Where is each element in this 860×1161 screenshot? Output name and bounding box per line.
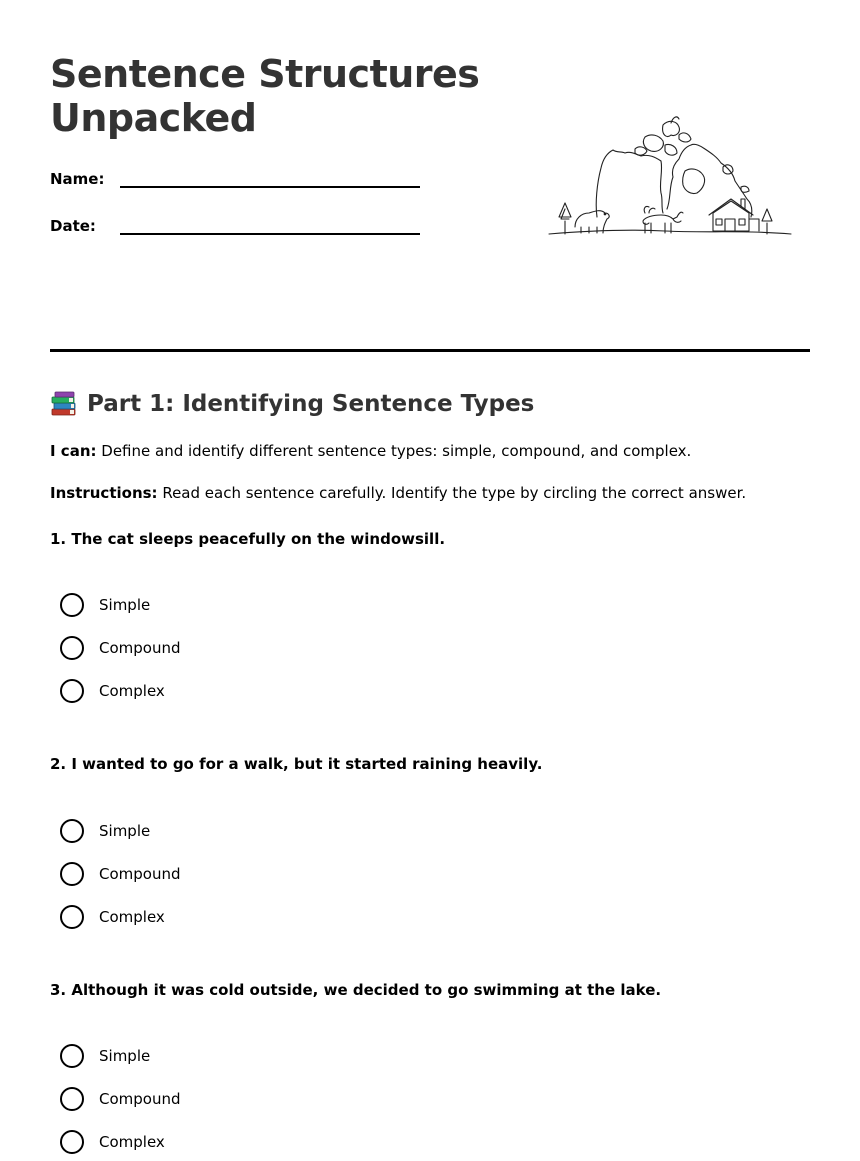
option-label: Simple — [99, 596, 151, 614]
q1-option-simple[interactable] — [60, 593, 150, 617]
option-label: Complex — [99, 1133, 165, 1151]
date-field-row — [50, 213, 420, 235]
q3-option-compound[interactable] — [60, 1087, 181, 1111]
q3-option-simple[interactable] — [60, 1044, 150, 1068]
section-divider — [50, 349, 810, 352]
question-2: 2. I wanted to go for a walk, but it started raining heavily. — [50, 755, 543, 773]
q2-option-complex[interactable] — [60, 905, 165, 929]
radio-circle-icon[interactable] — [60, 1044, 84, 1068]
canada-map-landscape-icon — [545, 113, 795, 241]
q2-option-compound[interactable] — [60, 862, 181, 886]
option-label: Simple — [99, 822, 151, 840]
radio-circle-icon[interactable] — [60, 819, 84, 843]
page-title — [50, 52, 490, 140]
ican-statement — [50, 441, 691, 461]
part1-heading — [50, 390, 534, 418]
option-label: Complex — [99, 908, 165, 926]
q2-option-simple[interactable] — [60, 819, 150, 843]
option-label: Compound — [99, 639, 181, 657]
title-line-1: Sentence Structures — [50, 52, 480, 96]
ican-text: Define and identify different sentence types: simple, compound, and complex. — [96, 442, 692, 460]
option-label: Complex — [99, 682, 165, 700]
option-label: Compound — [99, 865, 181, 883]
q1-option-compound[interactable] — [60, 636, 181, 660]
books-icon — [50, 391, 77, 418]
name-input-line[interactable] — [120, 166, 420, 188]
radio-circle-icon[interactable] — [60, 1087, 84, 1111]
option-label: Compound — [99, 1090, 181, 1108]
ican-label: I can: — [50, 442, 97, 460]
radio-circle-icon[interactable] — [60, 636, 84, 660]
date-input-line[interactable] — [120, 213, 420, 235]
title-line-2: Unpacked — [50, 96, 257, 140]
part1-heading-text: Part 1: Identifying Sentence Types — [87, 391, 535, 417]
instructions-text: Read each sentence carefully. Identify the type by circling the correct answer. — [157, 484, 747, 502]
radio-circle-icon[interactable] — [60, 679, 84, 703]
q1-option-complex[interactable] — [60, 679, 165, 703]
q3-option-complex[interactable] — [60, 1130, 165, 1154]
question-3: 3. Although it was cold outside, we decided to go swimming at the lake. — [50, 981, 662, 999]
radio-circle-icon[interactable] — [60, 1130, 84, 1154]
instructions-label: Instructions: — [50, 484, 158, 502]
option-label: Simple — [99, 1047, 151, 1065]
radio-circle-icon[interactable] — [60, 862, 84, 886]
date-label: Date: — [50, 217, 96, 235]
radio-circle-icon[interactable] — [60, 905, 84, 929]
name-label: Name: — [50, 170, 105, 188]
radio-circle-icon[interactable] — [60, 593, 84, 617]
question-1: 1. The cat sleeps peacefully on the windowsill. — [50, 530, 446, 548]
name-field-row — [50, 166, 420, 188]
instructions — [50, 483, 746, 503]
